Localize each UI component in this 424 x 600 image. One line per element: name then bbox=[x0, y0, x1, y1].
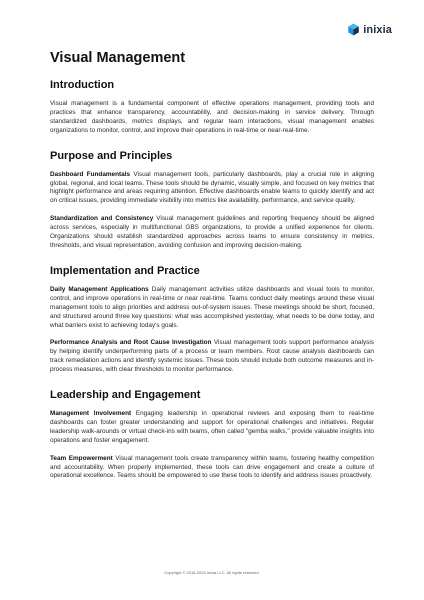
brand-name: inixia bbox=[363, 23, 392, 36]
section-heading-introduction: Introduction bbox=[50, 79, 115, 91]
paragraph-introduction bbox=[50, 100, 374, 136]
section-heading-leadership: Leadership and Engagement bbox=[50, 389, 201, 402]
paragraph-lead: Dashboard Fundamentals bbox=[50, 170, 131, 178]
section-heading-implementation: Implementation and Practice bbox=[50, 264, 200, 277]
paragraph-lead: Performance Analysis and Root Cause Investigation bbox=[50, 339, 212, 347]
paragraph-lead: Daily Management Applications bbox=[50, 285, 149, 293]
paragraph-lead: Management Involvement bbox=[50, 410, 132, 418]
paragraph-team-empowerment bbox=[50, 455, 374, 482]
paragraph-standardization bbox=[50, 215, 374, 251]
brand-logo bbox=[347, 23, 392, 36]
paragraph-text: Daily management activities utilize dashboards and visual tools to monitor, control, and improve operations in real-time or near real-time. Teams conduct daily meetings around these visual management tools to align priorities and address out-of-system issues. These meetings should be short, focused, and structured around three key questions: what was accomplished yesterday, what needs to be done today, and what barriers exist to achieving today's goals. bbox=[50, 285, 374, 329]
document-body bbox=[50, 50, 374, 490]
paragraph-performance-analysis bbox=[50, 339, 374, 375]
copyright-footer: Copyright © 2016-2025 Inixia LLC. All rights reserved. bbox=[164, 570, 260, 575]
paragraph-text: Visual management tools create transparency within teams, fostering healthy competition and accountability. When properly implemented, these tools can drive engagement and create a culture of operational excellence. Teams should be empowered to use these tools to identify and address issues proactively. bbox=[50, 454, 374, 480]
paragraph-text: Visual management tools, particularly dashboards, play a crucial role in aligning global, regional, and local teams. These tools should be dynamic, visually simple, and focused on key metrics that highlight performance and areas requiring attention. Effective dashboards enable teams to quickly identify and act on critical issues, providing immediate visibility into metrics like availability, performance, and service quality. bbox=[50, 170, 374, 205]
inixia-logo-icon bbox=[347, 23, 360, 36]
paragraph-text: Visual management tools support performance analysis by helping identify underperforming parts of a process or team members. Root cause analysis dashboards can track remediation actions and identify systemic issues. These tools should include both outcome measures and in-process measures, with clear thresholds to monitor performance. bbox=[50, 339, 374, 374]
paragraph-daily-management bbox=[50, 286, 374, 331]
paragraph-lead: Team Empowerment bbox=[50, 454, 113, 462]
section-heading-purpose: Purpose and Principles bbox=[50, 149, 173, 162]
paragraph-text: Engaging leadership in operational reviews and exposing them to real-time dashboards can foster greater understanding and support for operational challenges and initiatives. Regular leadership walk-arounds or virtual check-ins with teams, often called "gemba walks," provide valuable insights into operations and foster engagement. bbox=[50, 410, 374, 444]
paragraph-lead: Standardization and Consistency bbox=[50, 215, 154, 223]
page-title: Visual Management bbox=[50, 50, 186, 66]
paragraph-management-involvement bbox=[50, 410, 374, 446]
paragraph-text: Visual management guidelines and reporting frequency should be aligned across services, especially in multifunctional GBS organizations, to provide a unified experience for clients. Organizations should establish standardized approaches across teams to ensure consistency in metrics, thresholds, and visual representation, avoiding confusion and improving decision-making. bbox=[50, 215, 374, 249]
paragraph-dashboard-fundamentals bbox=[50, 171, 374, 207]
paragraph-text: Visual management is a fundamental component of effective operations management, providing tools and practices that enhance transparency, accountability, and decision-making in service delivery. Through standardized dashboards, metrics displays, and regular team interactions, visual management enables organizations to monitor, control, and improve their operations in real-time or near-real-time. bbox=[50, 100, 374, 134]
